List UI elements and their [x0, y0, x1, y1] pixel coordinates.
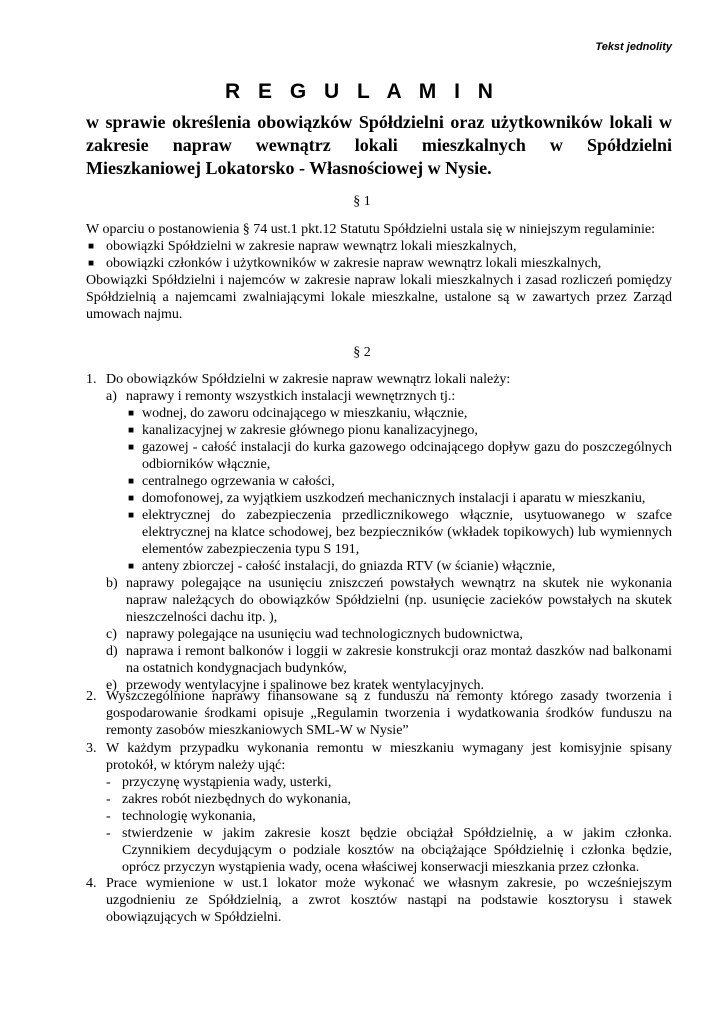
section-1-closing: Obowiązki Spółdzielni i najemców w zakresie napraw lokali mieszkalnych i zasad rozliczeń pomiędzy Spółdzielnią a najemcami zwalniającymi lokale mieszkalne, ustalone są w zawartych przez Zarząd umowach najmu. [86, 273, 672, 322]
section-1-intro: W oparciu o postanowienia § 74 ust.1 pkt.12 Statutu Spółdzielni ustala się w niniejszym regulaminie: [86, 222, 655, 237]
subitem-d: d) naprawa i remont balkonów i loggii w zakresie konstrukcji oraz montaż daszków nad balkonami na ostatnich kondygnacjach budynków, [106, 644, 672, 676]
section-1-body [86, 221, 672, 323]
document-title: R E G U L A M I N [225, 80, 499, 103]
item-2-text: Wyszczególnione naprawy finansowane są z funduszu na remonty którego zasady tworzenia i gospodarowanie środkami opisuje „Regulamin tworzenia i wydatkowania środków funduszu na remonty zasobów mieszkaniowych SML-W w Nysie” [106, 689, 672, 738]
document-subtitle: w sprawie określenia obowiązków Spółdzielni oraz użytkowników lokali w zakresie napraw wewnątrz lokali mieszkalnych w Spółdzielni Mieszkaniowej Lokatorsko - Własnościowej w Nysie. [86, 112, 672, 178]
square-bullet-icon: ■ [128, 493, 135, 504]
item-number: 2. [86, 689, 97, 704]
subitem-c: c) naprawy polegające na usunięciu wad technologicznych budownictwa, [106, 627, 523, 642]
item-number: 1. [86, 372, 97, 387]
installation-item: ■ anteny zbiorczej - całość instalacji, do gniazda RTV (w ścianie) włącznie, [128, 559, 556, 574]
square-bullet-icon: ■ [128, 510, 135, 521]
installation-item: ■ wodnej, do zaworu odcinającego w mieszkaniu, włącznie, [128, 406, 468, 421]
square-bullet-icon: ■ [128, 408, 135, 419]
subitem-e: e) przewody wentylacyjne i spalinowe bez kratek wentylacyjnych. [106, 678, 485, 693]
protocol-item: - zakres robót niezbędnych do wykonania, [106, 792, 351, 807]
protocol-item: - stwierdzenie w jakim zakresie koszt będzie obciążał Spółdzielnię, a w jakim członka. Czynnikiem decydującym o podziale kosztów na obciążające Spółdzielnię i członka będzie, oprócz przyczyn wystąpienia wady, ocena właściwej konserwacji mieszkania przez członka. [106, 826, 672, 875]
item-3-text: W każdym przypadku wykonania remontu w mieszkaniu wymagany jest komisyjnie spisany protokół, w którym należy ująć: [106, 741, 672, 773]
numbered-item-4 [86, 875, 672, 926]
protocol-item: - technologię wykonania, [106, 809, 256, 824]
item-number: 3. [86, 741, 97, 756]
section-1-mark: § 1 [353, 194, 371, 209]
subitem-b: b) naprawy polegające na usunięciu zniszczeń powstałych wewnątrz na skutek nie wykonania napraw należących do obowiązków Spółdzielni (np. usunięcie zacieków powstałych na skutek nieszczelności dachu itp. ), [106, 576, 672, 625]
square-bullet-icon: ■ [128, 425, 135, 436]
section-2-mark: § 2 [353, 345, 371, 360]
square-bullet-icon: ■ [128, 561, 135, 572]
item-4-text: Prace wymienione w ust.1 lokator może wykonać we własnym zakresie, po wcześniejszym uzgodnieniu ze Spółdzielnią, a zwrot kosztów nastąpi na podstawie kosztorysu i stawek obowiązujących w Spółdzielni. [106, 876, 672, 925]
section-1-bullet: ■ obowiązki członków i użytkowników w zakresie napraw wewnątrz lokali mieszkalnych, [88, 256, 602, 271]
installation-item: ■ domofonowej, za wyjątkiem uszkodzeń mechanicznych instalacji i aparatu w mieszkaniu, [128, 491, 646, 506]
installation-item: ■ centralnego ogrzewania w całości, [128, 474, 335, 489]
square-bullet-icon: ■ [128, 442, 135, 453]
square-bullet-icon: ■ [88, 258, 95, 269]
installation-item: ■ kanalizacyjnej w zakresie głównego pionu kanalizacyjnego, [128, 423, 478, 438]
item-number: 4. [86, 876, 97, 891]
header-note: Tekst jednolity [595, 41, 672, 53]
subitem-a: a) naprawy i remonty wszystkich instalacji wewnętrznych tj.: [106, 389, 456, 404]
numbered-item-3 [86, 740, 672, 876]
installation-item: ■ elektrycznej do zabezpieczenia przedlicznikowego włącznie, usytuowanego w szafce elektrycznej na klatce schodowej, bez bezpieczników (wkładek topikowych) lub wymiennych elementów zabezpieczenia typu S 191, [128, 508, 672, 557]
square-bullet-icon: ■ [128, 476, 135, 487]
square-bullet-icon: ■ [88, 241, 95, 252]
section-1-bullet: ■ obowiązki Spółdzielni w zakresie napraw wewnątrz lokali mieszkalnych, [88, 239, 517, 254]
item-1-text: Do obowiązków Spółdzielni w zakresie napraw wewnątrz lokali należy: [106, 372, 511, 387]
numbered-item-1 [86, 371, 672, 694]
numbered-item-2 [86, 688, 672, 739]
protocol-item: - przyczynę wystąpienia wady, usterki, [106, 775, 332, 790]
installation-item: ■ gazowej - całość instalacji do kurka gazowego odcinającego dopływ gazu do poszczególnych odbiorników włącznie, [128, 440, 672, 472]
